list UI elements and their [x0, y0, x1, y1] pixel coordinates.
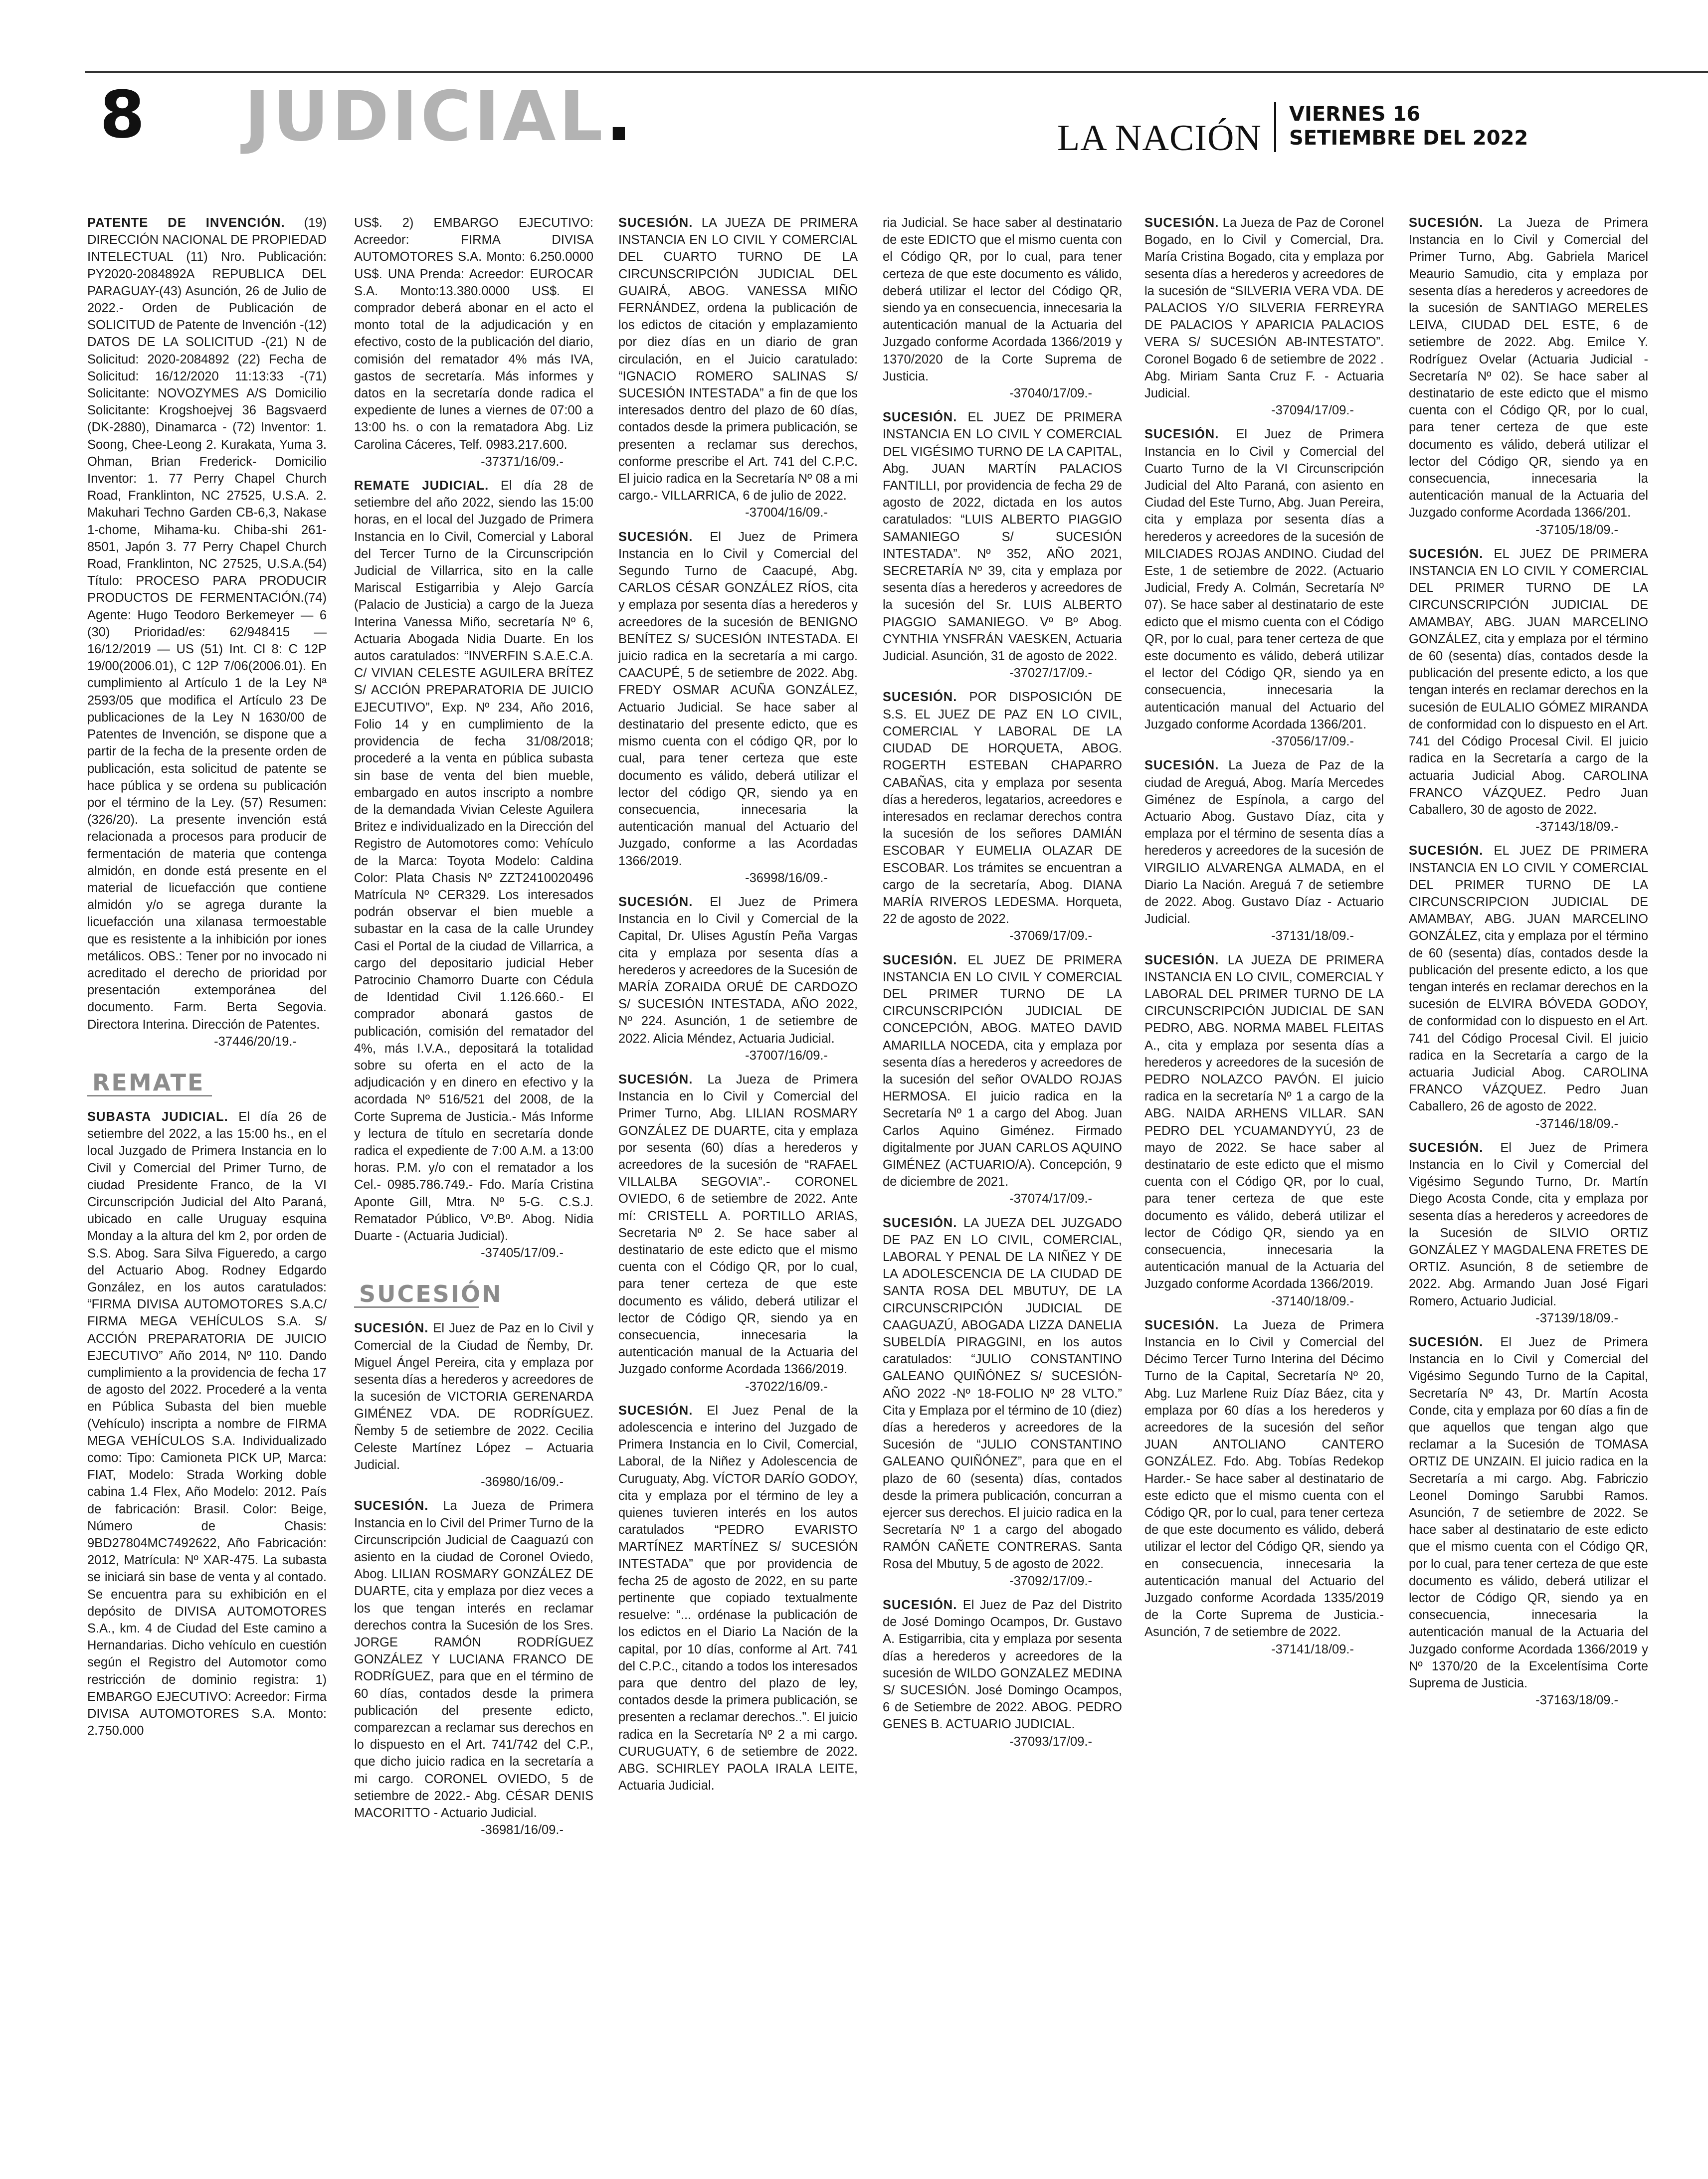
notice-ref: -37027/17/09.- — [1009, 666, 1092, 681]
notice-title: SUCESIÓN. — [618, 1072, 693, 1087]
notice-title: SUCESIÓN. — [1144, 758, 1219, 773]
notice-ref: -37140/18/09.- — [1271, 1294, 1354, 1308]
notice-body: El Juez de Paz del Distrito de José Domingo Ocampos, Dr. Gustavo A. Estigarribia, cita y emplaza por sesenta días a herederos y acreedores de la sucesión de WILDO GONZALEZ MEDINA S/ SUCESIÓN. José Domingo Ocampos, 6 de Setiembre de 2022. ABOG. PEDRO GENES B. ACTUARIO JUDICIAL. — [883, 1598, 1122, 1732]
notice-body: El día 26 de setiembre del 2022, a las 15:00 hs., en el local Juzgado de Primera Instancia en lo Civil y Comercial del Primer Turno, de ciudad Presidente Franco, de la VI Circunscripción Judicial del Alto Paraná, ubicado en calle Uruguay esquina Monday a la altura del km 2, por orden de S.S. Abog. Sara Silva Figueredo, a cargo del Actuario Abog. Rodney Edgardo González, en los autos caratulados: “FIRMA DIVISA AUTOMOTORES S.A.C/ FIRMA MEGA VEHÍCULOS S.A. S/ ACCIÓN PREPARATORIA DE JUICIO EJECUTIVO” Año 2014, Nº 110. Dando cumplimiento a la providencia de fecha 17 de agosto del 2022. Procederé a la venta en Pública Subasta del bien mueble (Vehículo) inscripta a nombre de FIRMA MEGA VEHÍCULOS S.A. Individualizado como: Tipo: Camioneta PICK UP, Marca: FIAT, Modelo: Strada Working doble cabina 1.4 Flex, Año Modelo: 2012. País de fabricación: Brasil. Color: Beige, Número de Chasis: 9BD27804MC7492622, Año Fabricación: 2012, Matrícula: Nº XAR-475. La subasta se iniciará sin base de venta y al contado. Se encuentra para su exhibición en el depósito de DIVISA AUTOMOTORES S.A., km. 4 de Ciudad del Este camino a Hernandarias. Dicho vehículo en cuestión según el Registro del Automotor como restricción de dominio registra: 1) EMBARGO EJECUTIVO: Acreedor: Firma DIVISA AUTOMOTORES S.A. Monto: 2.750.000 — [87, 1109, 327, 1738]
notice — [1409, 545, 1648, 835]
notice-body: La Jueza de Paz de la ciudad de Areguá, Abog. María Mercedes Giménez de Espínola, a cargo del Actuario Abog. Gustavo Díaz, cita y emplaza por el término de sesenta días a herederos y acreedores de la sucesión de VIRGILIO ALVARENGA ALMADA, en el Diario La Nación. Areguá 7 de setiembre de 2022. Abog. Gustavo Díaz - Actuario Judicial. — [1144, 758, 1384, 926]
notice-title: SUCESIÓN. — [883, 410, 957, 425]
notice-ref: -37040/17/09.- — [1009, 386, 1092, 401]
notice — [1144, 952, 1384, 1310]
notice-ref: -36980/16/09.- — [481, 1475, 564, 1489]
notice — [1144, 757, 1384, 944]
notice-body: La Jueza de Primera Instancia en lo Civil y Comercial del Primer Turno, Abg. Gabriela Maricel Meaurio Samudio, cita y emplaza por sesenta días a herederos y acreedores de la sucesión de SANTIAGO MERELES LEIVA, CIUDAD DEL ESTE, 6 de setiembre de 2022. Abg. Emilce Y. Rodríguez Ovelar (Actuaria Judicial - Secretaría Nº 02). Se hace saber al destinatario de este edicto que el mismo cuenta con el Código QR, por lo cual, para tener certeza de que este documento es válido, deberá utilizar el lector del Código QR, siendo ya en consecuencia, innecesaria la autenticación manual de la Actuaria del Juzgado conforme Acordada 1366/201. — [1409, 216, 1648, 520]
notice-body: El Juez Penal de la adolescencia e interino del Juzgado de Primera Instancia en lo Civil, Comercial, Laboral, de la Niñez y Adolescencia de Curuguaty, Abg. VÍCTOR DARÍO GODOY, cita y emplaza por el término de ley a quienes tuvieren interés en los autos caratulados “PEDRO EVARISTO MARTÍNEZ MARTÍNEZ S/ SUCESIÓN INTESTADA” que por providencia de fecha 25 de agosto de 2022, en su parte pertinente que copiado textualmente resuelve: “... ordénase la publicación de los edictos en el Diario La Nación de la capital, por 10 días, conforme al Art. 741 del C.P.C., citando a todos los interesados para que dentro del plazo de ley, contados desde la primera publicación, se presenten a reclamar derechos..”. El juicio radica en la Secretaría Nº 2 a mi cargo. CURUGUATY, 6 de setiembre de 2022. ABG. SCHIRLEY PAOLA IRALA LEITE, Actuaria Judicial. — [618, 1403, 858, 1793]
notice-body: EL JUEZ DE PRIMERA INSTANCIA EN LO CIVIL Y COMERCIAL DEL VIGÉSIMO TURNO DE LA CAPITAL, Abg. JUAN MARTÍN PALACIOS FANTILLI, por providencia de fecha 29 de agosto de 2022, dictada en los autos caratulados: “LUIS ALBERTO PIAGGIO SAMANIEGO S/ SUCESIÓN INTESTADA”. Nº 352, AÑO 2021, SECRETARÍA Nº 39, cita y emplaza por sesenta días a herederos y acreedores de la sucesión del Sr. LUIS ALBERTO PIAGGIO SAMANIEGO. Vº Bº Abog. CYNTHIA YNSFRÁN VAESKEN, Actuaria Judicial. Asunción, 31 de agosto de 2022. — [883, 410, 1122, 664]
notice — [1409, 842, 1648, 1132]
notice-body: El Juez de Primera Instancia en lo Civil y Comercial de la Capital, Dr. Ulises Agustín Peña Vargas cita y emplaza por sesenta días a herederos y acreedores de la Sucesión de MARÍA ZORAIDA ORUÉ DE CARDOZO S/ SUCESIÓN INTESTADA, AÑO 2022, Nº 224. Asunción, 1 de setiembre de 2022. Alicia Méndez, Actuaria Judicial. — [618, 895, 858, 1046]
notice-ref: -37004/16/09.- — [745, 506, 828, 520]
notice-ref: -37131/18/09.- — [1271, 929, 1354, 943]
section-title — [244, 76, 635, 157]
notice-title: SUCESIÓN. — [1144, 427, 1219, 442]
column-2 — [354, 214, 593, 2169]
column-3 — [618, 214, 858, 2169]
notice-body: La Jueza de Primera Instancia en lo Civil del Primer Turno de la Circunscripción Judicial de Caaguazú con asiento en la ciudad de Coronel Oviedo, Abog. LILIAN ROSMARY GONZÁLEZ DE DUARTE, cita y emplaza por diez veces a los que tengan interés en reclamar derechos contra la Sucesión de los Sres. JORGE RAMÓN RODRÍGUEZ GONZÁLEZ Y LUCIANA FRANCO DE RODRÍGUEZ, para que en el término de 60 días, contados desde la primera publicación del presente edicto, comparezcan a reclamar sus derechos en lo dispuesto en el Art. 741/742 del C.P., que dicho juicio radica en la secretaría a mi cargo. CORONEL OVIEDO, 5 de setiembre de 2022.- Abg. CÉSAR DENIS MACORITTO - Actuario Judicial. — [354, 1499, 593, 1820]
notice-body: POR DISPOSICIÓN DE S.S. EL JUEZ DE PAZ EN LO CIVIL, COMERCIAL Y LABORAL DE LA CIUDAD DE HORQUETA, ABOG. ROGERTH ESTEBAN CHAPARRO CABAÑAS, cita y emplaza por sesenta días a herederos, legatarios, acreedores e interesados en reclamar derechos contra la sucesión de los señores DAMIÁN ESCOBAR Y EUMELIA OLAZAR DE ESCOBAR. Los trámites se encuentran a cargo de la secretaría, Abog. DIANA MARÍA RIVEROS LEDESMA. Horqueta, 22 de agosto de 2022. — [883, 690, 1122, 926]
notice-title: SUCESIÓN. — [1144, 953, 1219, 967]
notice — [618, 529, 858, 887]
notice-body: EL JUEZ DE PRIMERA INSTANCIA EN LO CIVIL Y COMERCIAL DEL PRIMER TURNO DE LA CIRCUNSCRIPCIÓN JUDICIAL DE CONCEPCIÓN, ABOG. MATEO DAVID AMARILLA NOCEDA, cita y emplaza por sesenta días a herederos y acreedores de la sucesión del señor OVALDO ROJAS HERMOSA. El juicio radica en la Secretaría Nº 1 a cargo del Abog. Juan Carlos Aquino Giménez. Firmado digitalmente por JUAN CARLOS AQUINO GIMÉNEZ (ACTUARIO/A). Concepción, 9 de diciembre de 2021. — [883, 953, 1122, 1189]
notice — [87, 1108, 327, 1740]
notice-body: (19) DIRECCIÓN NACIONAL DE PROPIEDAD INTELECTUAL (11) Nro. Publicación: PY2020-2084892A REPUBLICA DEL PARAGUAY-(43) Asunción, 26 de Julio de 2022.- Orden de Publicación de SOLICITUD de Patente de Invención -(12) DATOS DE LA SOLICITUD -(21) N de Solicitud: 2020-2084892 (22) Fecha de Solicitud: 16/12/2020 11:13:33 -(71) Solicitante: NOVOZYMES A/S Domicilio Solicitante: Krogshoejvej 36 Bagsvaerd (DK-2880), Dinamarca - (72) Inventor: 1. Soong, Chee-Leong 2. Kurakata, Yuma 3. Ohman, Brian Frederick- Domicilio Inventor: 1. 77 Perry Chapel Church Road, Franklinton, NC 27525, U.S.A. 2. Makuhari Techno Garden CB-6,3, Nakase 1-chome, Mihama-ku. Chiba-shi 261-8501, Japón 3. 77 Perry Chapel Church Road, Franklinton, NC 27525, U.S.A.(54) Título: PROCESO PARA PRODUCIR PRODUCTOS DE FERMENTACIÓN.(74) Agente: Hugo Teodoro Berkemeyer — 6 (30) Prioridad/es: 62/948415 — 16/12/2019 — US (51) Int. Cl 8: C 12P 19/00(2006.01), C 12P 7/06(2006.01). En cumplimiento al Artículo 1 de la Ley Nª 2593/05 que modifica el Artículo 23 De publicaciones de la Ley N 1630/00 de Patentes de Invención, se dispone que a partir de la fecha de la presente orden de publicación, esta solicitud de patente se hace pública y se ordena su publicación por el término de la Ley. (57) Resumen:(326/20). La presente invención está relacionada a procesos para producir de fermentación de materia que contenga almidón, en donde está presente en el material de licuefacción que contiene almidón y/o se agrega durante la licuefacción una xilanasa termoestable que es resistente a la inhibición por iones metálicos. OBS.: Tener por no invocado ni acreditado el derecho de prioridad por presentación extemporánea del documento. Farm. Berta Segovia. Directora Interina. Dirección de Patentes. — [87, 216, 327, 1032]
notice-ref: -37139/18/09.- — [1535, 1311, 1618, 1325]
notice — [1144, 1317, 1384, 1658]
notice-ref: -37146/18/09.- — [1535, 1116, 1618, 1131]
notice-title: SUCESIÓN. — [618, 216, 693, 230]
notice-ref: -37105/18/09.- — [1535, 523, 1618, 537]
notice-title: SUCESIÓN. — [354, 1321, 429, 1336]
notice-body: El Juez de Primera Instancia en lo Civil y Comercial del Vigésimo Segundo Turno, Dr. Martín Diego Acosta Conde, cita y emplaza por sesenta días a herederos y acreedores de la Sucesión de SILVIO ORTIZ GONZÁLEZ Y MAGDALENA FRETES DE ORTIZ. Asunción, 8 de setiembre de 2022. Abg. Armando Juan José Figari Romero, Actuario Judicial. — [1409, 1140, 1648, 1308]
masthead-separator — [1274, 102, 1276, 152]
section-heading-remate: REMATE — [87, 1070, 212, 1096]
notice-title: SUBASTA JUDICIAL. — [87, 1109, 228, 1124]
notice — [354, 214, 593, 470]
issue-date-day: VIERNES 16 — [1289, 103, 1421, 126]
column-1 — [87, 214, 327, 2169]
section-heading-sucesion: SUCESIÓN — [354, 1281, 479, 1308]
notice-title: SUCESIÓN. — [883, 1216, 957, 1230]
notice — [1144, 214, 1384, 419]
notice — [618, 894, 858, 1064]
issue-date-month: SETIEMBRE DEL 2022 — [1289, 127, 1528, 150]
notice — [883, 1215, 1122, 1590]
notice-title: SUCESIÓN. — [354, 1499, 429, 1513]
notice-body: El día 28 de setiembre del año 2022, siendo las 15:00 horas, en el local del Juzgado de Primera Instancia en lo Civil, Comercial y Laboral del Tercer Turno de la Circunscripción Judicial de Villarrica, sito en la calle Mariscal Estigarribia y Alejo García (Palacio de Justicia) a cargo de la Jueza Interina Vanessa Miño, secretaría Nº 6, Actuaria Abogada Nidia Duarte. En los autos caratulados: “INVERFIN S.A.E.C.A. C/ VIVIAN CELESTE AGUILERA BRÍTEZ S/ ACCIÓN PREPARATORIA DE JUICIO EJECUTIVO”, Exp. Nº 234, Año 2016, Folio 14 y en cumplimiento de la providencia de fecha 31/08/2018; procederé a la venta en pública subasta sin base de venta del bien mueble, embargado en autos inscripto a nombre de la demandada Vivian Celeste Aguilera Britez e individualizado en la Dirección del Registro de Automotores como: Vehículo de la Marca: Toyota Modelo: Caldina Color: Plata Chasis Nº ZZT2410020496 Matrícula Nº CER329. Los interesados podrán observar el bien mueble a subastar en la casa de la calle Urundey Casi el Portal de la ciudad de Villarrica, a cargo del depositario judicial Heber Patrocinio Chamorro Duarte con Cédula de Identidad Civil 1.126.660.- El comprador abonará gastos de publicación, comisión del rematador del 4%, más I.V.A., depositará la totalidad sobre su oferta en el acto de la adjudicación y en dinero en efectivo y la acordada Nº 516/521 del 2008, de la Corte Suprema de Justicia.- Más Informe y lectura de título en secretaría donde radica el expediente de 7:00 A.M. a 13:00 horas. P.M. y/o con el rematador a los Cel.- 0985.786.749.- Fdo. María Cristina Aponte Gill, Mtra. Nº 5-G. C.S.J. Rematador Público, Vº.Bº. Abog. Nidia Duarte - (Actuaria Judicial). — [354, 479, 593, 1243]
notice — [883, 214, 1122, 402]
section-title-text: JUDICIAL — [244, 76, 606, 157]
notice-ref: -37056/17/09.- — [1271, 734, 1354, 749]
notice-title: PATENTE DE INVENCIÓN. — [87, 216, 285, 230]
notice-title: SUCESIÓN. — [1144, 216, 1219, 230]
notice — [618, 1402, 858, 1795]
masthead-logo: LA NACIÓN — [1057, 118, 1262, 159]
notice — [618, 214, 858, 522]
notice-ref: -37007/16/09.- — [745, 1048, 828, 1063]
notice-body: US$. 2) EMBARGO EJECUTIVO: Acreedor: FIRMA DIVISA AUTOMOTORES S.A. Monto: 6.250.0000 US$. UNA Prenda: Acreedor: EUROCAR S.A. Monto:13.380.0000 US$. El comprador deberá abonar en el acto el monto total de la adjudicación y en efectivo, costo de la publicación del diario, comisión del rematador 4% más IVA, gastos de secretaría. Más informes y datos en la secretaría donde radica el expediente de lunes a viernes de 07:00 a 13:00 hs. o con la rematadora Abg. Liz Carolina Cáceres, Telf. 0983.217.600. — [354, 216, 593, 452]
issue-date — [1289, 102, 1528, 150]
notice-title: SUCESIÓN. — [1144, 1318, 1219, 1332]
notice-ref: -37093/17/09.- — [1009, 1734, 1092, 1749]
notice — [883, 689, 1122, 944]
notice-title: SUCESIÓN. — [883, 953, 957, 967]
notice-title: SUCESIÓN. — [618, 1403, 693, 1418]
notice-title: SUCESIÓN. — [883, 1598, 957, 1613]
notice-body: El Juez de Primera Instancia en lo Civil y Comercial del Segundo Turno de Caacupé, Abg. CARLOS CÉSAR GONZÁLEZ RÍOS, cita y emplaza por sesenta días a herederos y acreedores de la sucesión de BENIGNO BENÍTEZ S/ SUCESIÓN INTESTADA. El juicio radica en la secretaría a mi cargo. CAACUPÉ, 5 de setiembre de 2022. Abg. FREDY OSMAR ACUÑA GONZÁLEZ, Actuario Judicial. Se hace saber al destinatario del presente edicto, que es mismo cuenta con el código QR, por lo cual, para tener certeza que este documento es válido, deberá utilizar el lector del código QR, siendo ya en consecuencia, innecesaria la autenticación manual del Actuario del Juzgado, conforme a las Acordadas 1366/2019. — [618, 530, 858, 868]
notice — [1409, 214, 1648, 539]
notice-body: La Jueza de Paz de Coronel Bogado, en lo Civil y Comercial, Dra. María Cristina Bogado, cita y emplaza por sesenta días a herederos y acreedores de la sucesión de “SILVERIA VERA VDA. DE PALACIOS Y/O SILVERIA FERREYRA DE PALACIOS Y APARICIA PALACIOS VERA S/ SUCESIÓN AB-INTESTATO”. Coronel Bogado 6 de setiembre de 2022 . Abg. Miriam Santa Cruz F. - Actuaria Judicial. — [1144, 216, 1384, 401]
notice — [1144, 426, 1384, 750]
notice-ref: -37143/18/09.- — [1535, 820, 1618, 834]
notice-title: SUCESIÓN. — [1409, 546, 1484, 561]
notice-body: El Juez de Primera Instancia en lo Civil y Comercial del Vigésimo Segundo Turno de la Capital, Secretaría Nº 43, Dr. Martín Acosta Conde, cita y emplaza por 60 días a fin de que aquellos que tengan algo que reclamar a la Sucesión de TOMASA ORTIZ DE UNZAIN. El juicio radica en la Secretaría a mi cargo. Abg. Fabriczio Leonel Domingo Sarubbi Ramos. Asunción, 7 de setiembre de 2022. Se hace saber al destinatario de este edicto que el mismo cuenta con el Código QR, por lo cual, para tener certeza de que este documento es válido, deberá utilizar el lector de Código QR, siendo ya en consecuencia, innecesaria la autenticación manual de la Actuaria del Juzgado conforme Acordada 1366/2019 y Nº 1370/20 de la Excelentísima Corte Suprema de Justicia. — [1409, 1335, 1648, 1691]
notice-body: El Juez de Paz en lo Civil y Comercial de la Ciudad de Ñemby, Dr. Miguel Ángel Pereira, cita y emplaza por sesenta días a herederos y acreedores de la sucesión de VICTORIA GERENARDA GIMÉNEZ VDA. DE RODRÍGUEZ. Ñemby 5 de setiembre de 2022. Cecilia Celeste Martínez López – Actuaria Judicial. — [354, 1321, 593, 1472]
notice-title: REMATE JUDICIAL. — [354, 479, 489, 493]
column-5 — [1144, 214, 1384, 2169]
notice-title: SUCESIÓN. — [1409, 1140, 1484, 1155]
notice-ref: -37371/16/09.- — [481, 454, 564, 469]
notice-ref: -36981/16/09.- — [481, 1823, 564, 1837]
notice-body: EL JUEZ DE PRIMERA INSTANCIA EN LO CIVIL Y COMERCIAL DEL PRIMER TURNO DE LA CIRCUNSCRIPCIÓN JUDICIAL DE AMAMBAY, ABG. JUAN MARCELINO GONZÁLEZ, cita y emplaza por el término de 60 (sesenta) días, contados desde la publicación del presente edicto, a los que tengan interés en reclamar derechos en la sucesión de EULALIO GÓMEZ MIRANDA de conformidad con lo dispuesto en el Art. 741 del Código Procesal Civil. El juicio radica en la Secretaría a cargo de la actuaria Judicial Abog. CAROLINA FRANCO VÁZQUEZ. Pedro Juan Caballero, 30 de agosto de 2022. — [1409, 546, 1648, 817]
notice-ref: -37092/17/09.- — [1009, 1574, 1092, 1588]
notice-body: EL JUEZ DE PRIMERA INSTANCIA EN LO CIVIL Y COMERCIAL DEL PRIMER TURNO DE LA CIRCUNSCRIPCION JUDICIAL DE AMAMBAY, ABG. JUAN MARCELINO GONZÁLEZ, cita y emplaza por el término de 60 (sesenta) días, contados desde la publicación del presente edicto, a los que tengan interés en reclamar derechos en la sucesión de ELVIRA BÓVEDA GODOY, de conformidad con lo dispuesto en el Art. 741 del Código Procesal Civil. El juicio radica en la Secretaría a cargo de la actuaria Judicial Abog. CAROLINA FRANCO VÁZQUEZ. Pedro Juan Caballero, 26 de agosto de 2022. — [1409, 844, 1648, 1114]
notice-body: LA JUEZA DEL JUZGADO DE PAZ EN LO CIVIL, COMERCIAL, LABORAL Y PENAL DE LA NIÑEZ Y DE LA ADOLESCENCIA DE LA CIUDAD DE SANTA ROSA DEL MBUTUY, DE LA CIRCUNSCRIPCIÓN JUDICIAL DE CAAGUAZÚ, ABOGADA LIZZA DANELIA SUBELDÍA PIRAGGINI, en los autos caratulados: “JULIO CONSTANTINO GALEANO QUIÑÓNEZ S/ SUCESIÓN-AÑO 2022 -Nº 18-FOLIO Nº 28 VLTO.” Cita y Emplaza por el término de 10 (diez) días a herederos y acreedores de la Sucesión de “JULIO CONSTANTINO GALEANO QUIÑÓNEZ”, para que en el plazo de 60 (sesenta) días, contados desde la primera publicación, concurran a ejercer sus derechos. El juicio radica en la Secretaría Nº 1 a cargo del abogado RAMÓN CAÑETE CONTRERAS. Santa Rosa del Mbutuy, 5 de agosto de 2022. — [883, 1216, 1122, 1571]
notice — [354, 477, 593, 1262]
notice-ref: -37074/17/09.- — [1009, 1192, 1092, 1206]
notice-ref: -37141/18/09.- — [1271, 1642, 1354, 1656]
page-number: 8 — [100, 77, 145, 153]
notice — [87, 214, 327, 1050]
notice — [1409, 1139, 1648, 1327]
notice-ref: -36998/16/09.- — [745, 871, 828, 885]
notice-ref: -37022/16/09.- — [745, 1379, 828, 1394]
column-6 — [1409, 214, 1648, 2169]
notice-title: SUCESIÓN. — [1409, 844, 1484, 858]
notice — [883, 1597, 1122, 1750]
section-title-dot: . — [605, 76, 635, 157]
notice-ref: -37405/17/09.- — [481, 1246, 564, 1261]
notice-ref: -37069/17/09.- — [1009, 929, 1092, 943]
top-rule — [85, 71, 1708, 73]
notice-title: SUCESIÓN. — [618, 895, 693, 909]
column-4 — [883, 214, 1122, 2169]
notice-title: SUCESIÓN. — [1409, 216, 1484, 230]
notice — [354, 1497, 593, 1838]
notice-title: SUCESIÓN. — [618, 530, 693, 544]
notice — [1409, 1334, 1648, 1709]
notice-body: La Jueza de Primera Instancia en lo Civil y Comercial del Décimo Tercer Turno Interina del Décimo Turno de la Capital, Secretaría Nº 20, Abg. Luz Marlene Ruiz Díaz Báez, cita y emplaza por 60 días a los herederos y acreedores de la sucesión del señor JUAN ANTOLIANO CANTERO GONZÁLEZ. Fdo. Abg. Tobías Redekop Harder.- Se hace saber al destinatario de este edicto que el mismo cuenta con el Código QR, por lo cual, para tener certeza de que este documento es válido, deberá utilizar el lector del Código QR, siendo ya en consecuencia, innecesaria la autenticación manual del Actuario del Juzgado conforme Acordada 1335/2019 de la Corte Suprema de Justicia.- Asunción, 7 de setiembre de 2022. — [1144, 1318, 1384, 1639]
notice-ref: -37446/20/19.- — [214, 1034, 297, 1049]
notice — [618, 1071, 858, 1395]
notice — [354, 1320, 593, 1490]
notice — [883, 409, 1122, 682]
notice-title: SUCESIÓN. — [883, 690, 957, 705]
notice-body: El Juez de Primera Instancia en lo Civil y Comercial del Cuarto Turno de la VI Circunscripción Judicial del Alto Paraná, con asiento en Ciudad del Este Turno, Abg. Juan Pereira, cita y emplaza por sesenta días a herederos y acreedores de la sucesión de MILCIADES ROJAS ANDINO. Ciudad del Este, 1 de setiembre de 2022. (Actuario Judicial, Fredy A. Colmán, Secretaría Nº 07). Se hace saber al destinatario de este edicto que el mismo cuenta con el Código QR, por lo cual, para tener certeza de que este documento es válido, deberá utilizar el lector del Código QR, siendo ya en consecuencia, innecesaria la autenticación manual del Actuario del Juzgado conforme Acordada 1366/201. — [1144, 427, 1384, 731]
notice — [883, 952, 1122, 1208]
notice-body: La Jueza de Primera Instancia en lo Civil y Comercial del Primer Turno, Abg. LILIAN ROSMARY GONZÁLEZ DE DUARTE, cita y emplaza por sesenta (60) días a herederos y acreedores de la sucesión de “RAFAEL VILLALBA SEGOVIA”.- CORONEL OVIEDO, 6 de setiembre de 2022. Ante mí: CRISTELL A. PORTILLO ARIAS, Secretaria Nº 2. Se hace saber al destinatario de este edicto que el mismo cuenta con el Código QR, por lo cual, para tener certeza de que este documento es válido, deberá utilizar el lector de Código QR, siendo ya en consecuencia, innecesaria la autenticación manual de la Actuaria del Juzgado conforme Acordada 1366/2019. — [618, 1072, 858, 1377]
notice-title: SUCESIÓN. — [1409, 1335, 1484, 1349]
notice-body: LA JUEZA DE PRIMERA INSTANCIA EN LO CIVIL, COMERCIAL Y LABORAL DEL PRIMER TURNO DE LA CIRCUNSCRIPCIÓN JUDICIAL DE SAN PEDRO, ABG. NORMA MABEL FLEITAS A., cita y emplaza por sesenta días a herederos y acreedores de la sucesión de PEDRO NOLAZCO PAVÓN. El juicio radica en la secretaría Nº 1 a cargo de la ABG. NAIDA ARHENS VILLAR. SAN PEDRO DEL YCUAMANDYYÚ, 23 de mayo de 2022. Se hace saber al destinatario de este edicto que el mismo cuenta con el Código QR, por lo cual, para tener certeza de que este documento es válido, deberá utilizar el lector de Código QR, siendo ya en consecuencia, innecesaria la autenticación manual de la Actuaria del Juzgado conforme Acordada 1366/2019. — [1144, 953, 1384, 1291]
notice-body: LA JUEZA DE PRIMERA INSTANCIA EN LO CIVIL Y COMERCIAL DEL CUARTO TURNO DE LA CIRCUNSCRIPCIÓN JUDICIAL DEL GUAIRÁ, ABOG. VANESSA MIÑO FERNÁNDEZ, ordena la publicación de los edictos de citación y emplazamiento por diez días en un diario de gran circulación, en el Juicio caratulado: “IGNACIO ROMERO SALINAS S/ SUCESIÓN INTESTADA” a fin de que los interesados dentro del plazo de 60 días, contados desde la primera publicación, se presenten a reclamar sus derechos, conforme prescribe el Art. 741 del C.P.C. El juicio radica en la Secretaría Nº 08 a mi cargo.- VILLARRICA, 6 de julio de 2022. — [618, 216, 858, 503]
notice-ref: -37094/17/09.- — [1271, 403, 1354, 418]
notice-body: ria Judicial. Se hace saber al destinatario de este EDICTO que el mismo cuenta con el Código QR, por lo cual, para tener certeza de que este documento es válido, deberá utilizar el lector del Código QR, siendo ya en consecuencia, innecesaria la autenticación manual de la Actuaria del Juzgado conforme Acordada 1366/2019 y 1370/2020 de la Corte Suprema de Justicia. — [883, 216, 1122, 383]
notice-ref: -37163/18/09.- — [1535, 1693, 1618, 1708]
